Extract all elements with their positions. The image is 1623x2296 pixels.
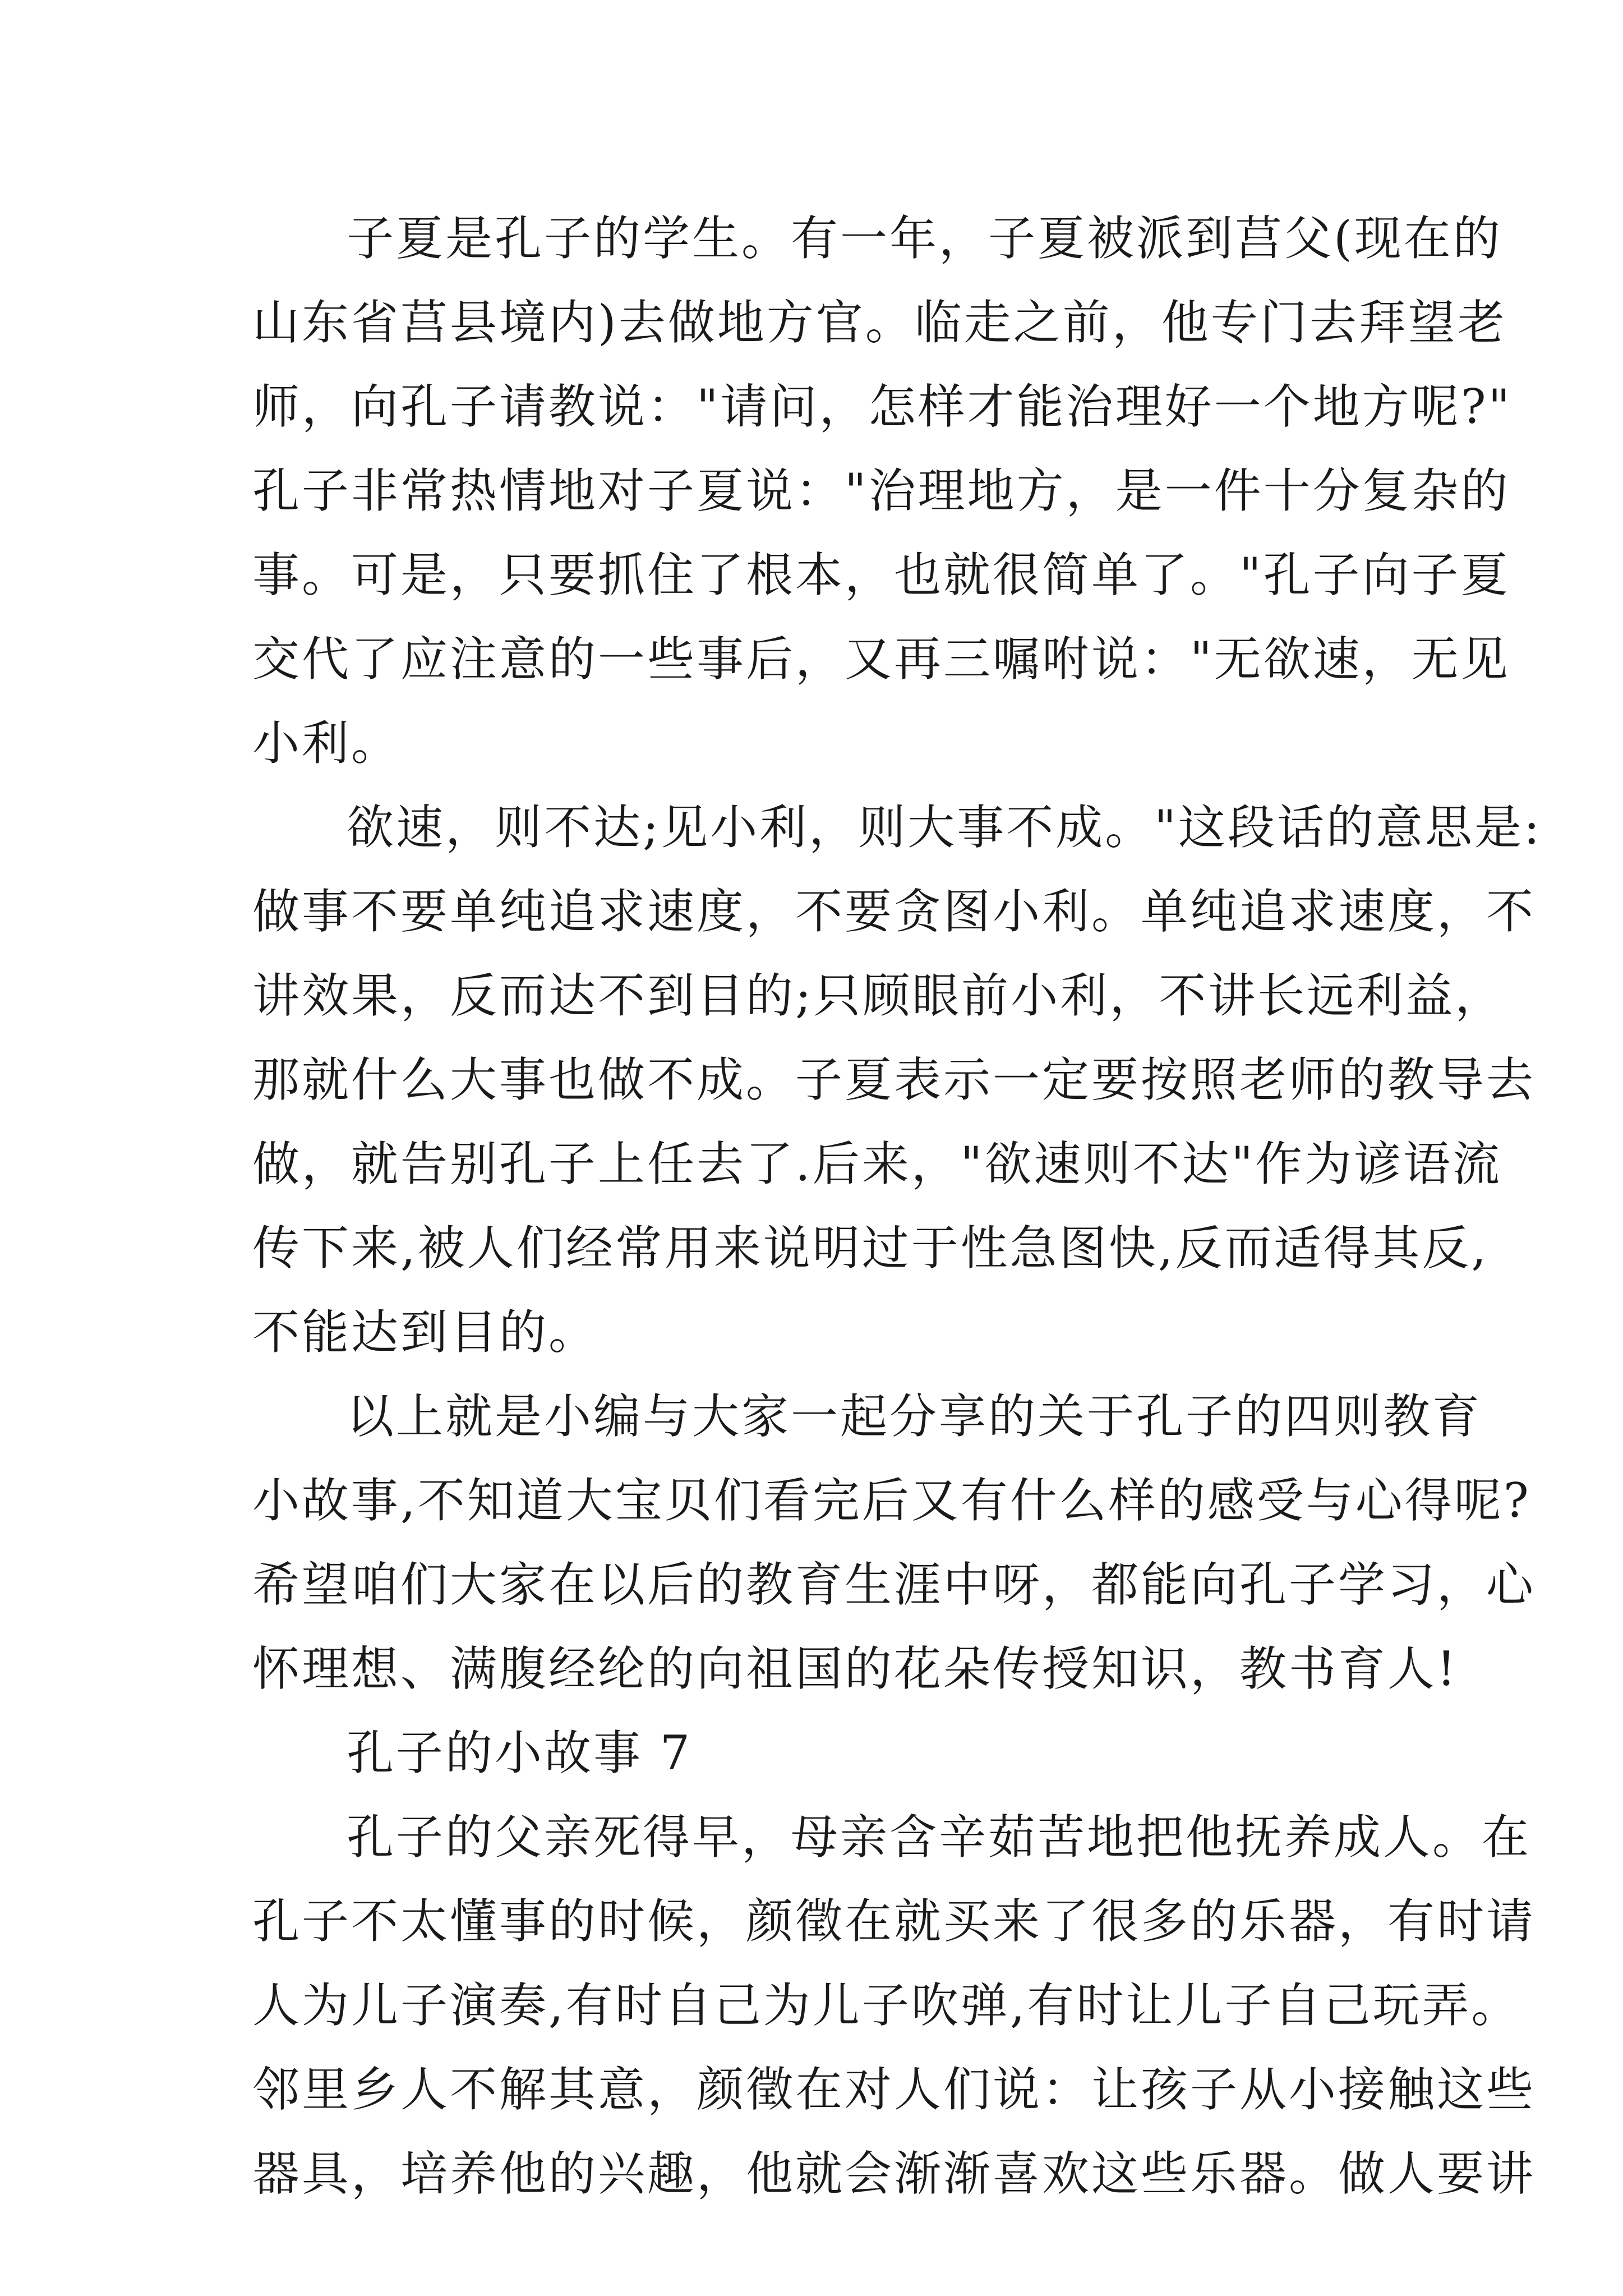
text-line: 器具，培养他的兴趣，他就会渐渐喜欢这些乐器。做人要讲 [252,2146,1536,2201]
section-heading-text: 孔子的小故事 7 [347,1726,693,1780]
text-line: 希望咱们大家在以后的教育生涯中呀，都能向孔子学习，心 [252,1557,1536,1612]
paragraph-1 [252,196,1513,785]
text-line: 子夏是孔子的学生。有一年，子夏被派到莒父(现在的 [347,211,1502,266]
document-body [252,196,1542,2216]
paragraph-2 [252,785,1542,1374]
text-line: 孔子不太懂事的时候，颜徵在就买来了很多的乐器，有时请 [252,1894,1536,1949]
text-line: 人为儿子演奏,有时自己为儿子吹弹,有时让儿子自己玩弄。 [252,1978,1521,2033]
text-line: 传下来,被人们经常用来说明过于性急图快,反而适得其反, [252,1221,1489,1276]
paragraph-4 [252,1795,1536,2216]
text-line: 邻里乡人不解其意，颜徵在对人们说：让孩子从小接触这些 [252,2062,1536,2117]
text-line: 以上就是小编与大家一起分享的关于孔子的四则教育 [347,1389,1482,1444]
text-line: 孔子的父亲死得早，母亲含辛茹苦地把他抚养成人。在 [347,1810,1532,1865]
section-heading [252,1711,1374,1795]
text-line: 师，向孔子请教说："请问，怎样才能治理好一个地方呢?" [252,379,1513,434]
text-line: 小利。 [252,716,401,771]
text-line: 怀理想、满腹经纶的向祖国的花朵传授知识，教书育人! [252,1641,1458,1696]
text-line: 讲效果，反而达不到目的;只顾眼前小利，不讲长远利益， [252,968,1505,1023]
text-line: 山东省莒县境内)去做地方官。临走之前，他专门去拜望老 [252,295,1507,350]
text-line: 那就什么大事也做不成。子夏表示一定要按照老师的教导去 [252,1052,1536,1107]
paragraph-3 [252,1374,1536,1711]
text-line: 欲速，则不达;见小利，则大事不成。"这段话的意思是: [347,800,1542,855]
text-line: 做事不要单纯追求速度，不要贪图小利。单纯追求速度，不 [252,884,1536,939]
text-line: 孔子非常热情地对子夏说："治理地方，是一件十分复杂的 [252,463,1510,518]
text-line: 做，就告别孔子上任去了.后来，"欲速则不达"作为谚语流 [252,1137,1502,1191]
text-line: 不能达到目的。 [252,1305,598,1360]
text-line: 小故事,不知道大宝贝们看完后又有什么样的感受与心得呢? [252,1473,1531,1528]
text-line: 交代了应注意的一些事后，又再三嘱咐说："无欲速，无见 [252,632,1510,687]
text-line: 事。可是，只要抓住了根本，也就很简单了。"孔子向子夏 [252,547,1510,602]
